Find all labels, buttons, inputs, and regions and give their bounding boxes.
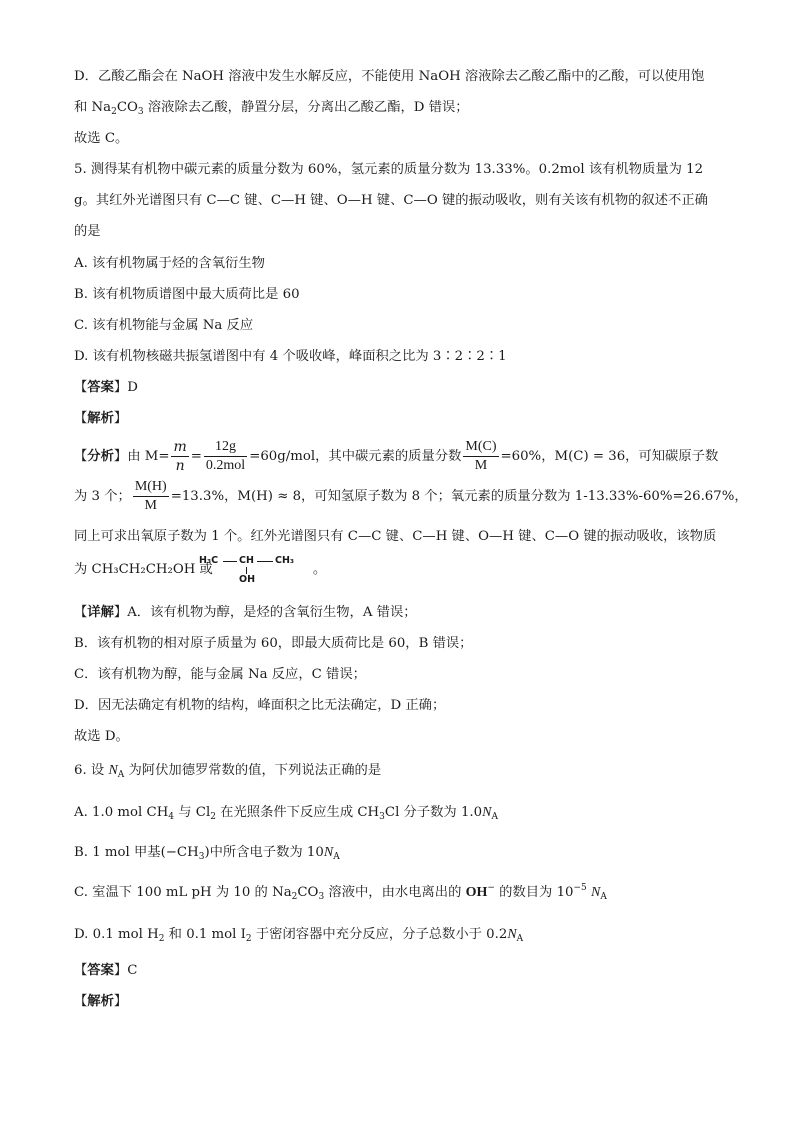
isopropanol-structure: H₃C CH CH₃ OH: [199, 555, 295, 585]
q5-option-d: D. 该有机物核磁共振氢谱图中有 4 个吸收峰，峰面积之比为 3∶2∶2∶1: [74, 349, 507, 364]
q5-fenxi-line2: 为 3 个； $\frac{M(H)}{M}$ =13.3%，M(H) ≈ 8，可知氢原子数为 8 个；氧元素的质量分数为 1-13.33%-60%=26.67%，: [74, 479, 748, 513]
q5-detail-line1: B．该有机物的相对原子质量为 60，即最大质荷比是 60，B 错误；: [74, 636, 473, 651]
fraction-mh-over-m: $\frac{M(H)}{M}$: [134, 479, 167, 513]
q5-conclusion: 故选 D。: [74, 729, 129, 744]
q5-fenxi-line1: 【分析】由 M= $\frac{m}{n}$ = $\frac{12g}{\text{0.2mol}}$ =60g/mol，其中碳元素的质量分数 $\frac{M(C)}{M}$ =60%，M(C) = 36，可知碳原子数: [74, 439, 719, 474]
q6-option-d: D. 0.1 mol $H_2$ 和 0.1 mol $I_2$ 于密闭容器中充分反应，分子总数小于 $0.2N_A$: [74, 927, 524, 944]
q6-option-c: C. 室温下 100 mL pH 为 10 的 $Na_2CO_3$ 溶液中，由水电离出的 OH− 的数目为 $10^{-5}$ $N_A$: [74, 883, 607, 902]
fraction-mc-over-m: $\frac{M(C)}{M}$: [465, 439, 497, 473]
q5-detail-line0: 【详解】A．该有机物为醇，是烃的含氧衍生物，A 错误；: [74, 605, 417, 620]
q5-detail-line2: C．该有机物为醇，能与金属 Na 反应，C 错误；: [74, 667, 366, 682]
q5-stem-line1: 5. 测得某有机物中碳元素的质量分数为 60%，氢元素的质量分数为 13.33%。0.2mol 该有机物质量为 12: [74, 162, 704, 177]
q6-option-a: A. 1.0 mol $CH_4$ 与 $Cl_2$ 在光照条件下反应生成 $CH_3Cl$ 分子数为 $1.0N_A$: [74, 805, 498, 822]
q5-option-b: B. 该有机物质谱图中最大质荷比是 60: [74, 287, 300, 302]
q6-stem: 6. 设 $N_A$ 为阿伏加德罗常数的值，下列说法正确的是: [74, 763, 382, 780]
q5-stem-line3: 的是: [74, 224, 101, 239]
q5-detail-line3: D．因无法确定有机物的结构，峰面积之比无法确定，D 正确；: [74, 698, 446, 713]
fraction-m-over-n: $\frac{m}{n}$: [173, 439, 187, 474]
q4-option-d-line2: 和 $Na_2CO_3$ 溶液除去乙酸，静置分层，分离出乙酸乙酯，D 错误；: [74, 100, 469, 117]
q5-stem-line2: g。其红外光谱图只有 C—C 键、C—H 键、O—H 键、C—O 键的振动吸收，则有关该有机物的叙述不正确: [74, 193, 708, 208]
fraction-12g-over-0.2mol: $\frac{12g}{\text{0.2mol}}$: [205, 439, 246, 473]
q4-option-d-line1: D．乙酸乙酯会在 NaOH 溶液中发生水解反应，不能使用 NaOH 溶液除去乙酸乙酯中的乙酸，可以使用饱: [74, 69, 705, 84]
q6-analysis-heading: 【解析】: [74, 994, 128, 1009]
q5-fenxi-line4: 为 CH₃CH₂CH₂OH 或 。: [74, 562, 327, 577]
q5-answer: 【答案】D: [74, 380, 138, 395]
q5-option-a: A. 该有机物属于烃的含氧衍生物: [74, 256, 265, 271]
q5-fenxi-line3: 同上可求出氧原子数为 1 个。红外光谱图只有 C—C 键、C—H 键、O—H 键、C—O 键的振动吸收，该物质: [74, 529, 717, 544]
q4-conclusion: 故选 C。: [74, 131, 129, 146]
q6-option-b: B. 1 mol 甲基$(-CH_3)$中所含电子数为 $10N_A$: [74, 845, 340, 862]
q5-option-c: C. 该有机物能与金属 Na 反应: [74, 318, 254, 333]
q5-analysis-heading: 【解析】: [74, 411, 128, 426]
q6-answer: 【答案】C: [74, 963, 138, 978]
